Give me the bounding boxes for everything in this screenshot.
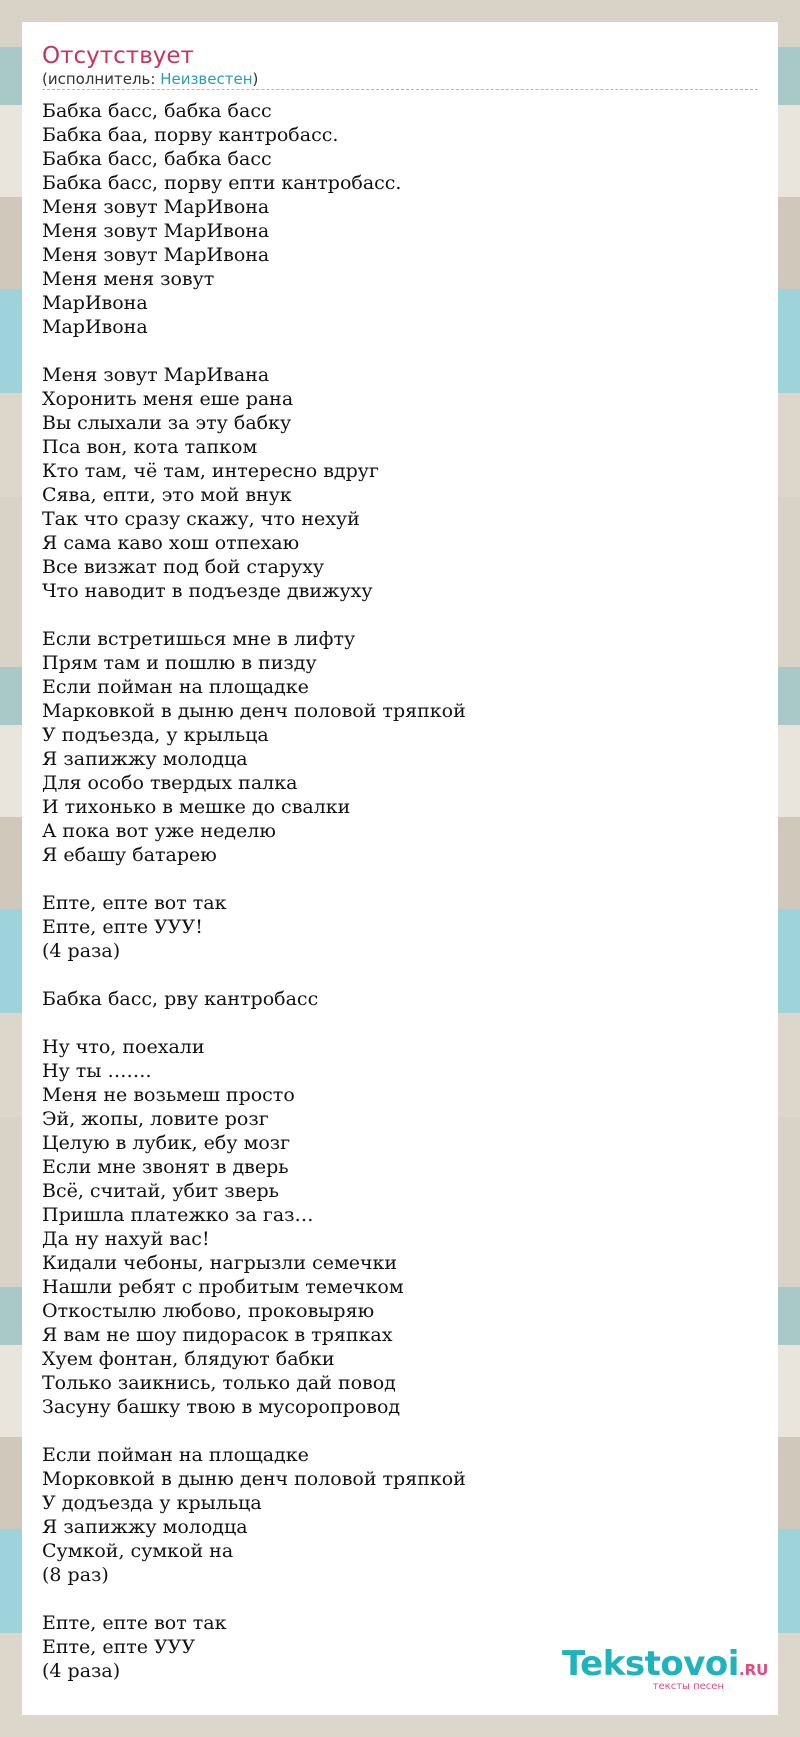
lyrics-line: (4 раза) — [42, 1660, 121, 1682]
lyrics-line: Морковкой в дыню денч половой тряпкой — [42, 1468, 466, 1490]
lyrics-line: Всё, считай, убит зверь — [42, 1180, 280, 1202]
site-logo[interactable] — [562, 1644, 769, 1693]
lyrics-line: Бабка басс, рву кантробасс — [42, 988, 319, 1010]
lyrics-line: Все визжат под бой старуху — [42, 556, 325, 578]
lyrics-line: И тихонько в мешке до свалки — [42, 796, 351, 818]
lyrics-line: Я запижжу молодца — [42, 1516, 248, 1538]
lyrics-line: Меня зовут МарИвана — [42, 364, 270, 386]
lyrics-line: А пока вот уже неделю — [42, 820, 276, 842]
lyrics-line: Ну ты ……. — [42, 1060, 152, 1082]
lyrics-line: Я сама каво хош отпехаю — [42, 532, 300, 554]
lyrics-line: У подъезда, у крыльца — [42, 724, 269, 746]
lyrics-line: Целую в лубик, ебу мозг — [42, 1132, 291, 1154]
lyrics-line: Ну что, поехали — [42, 1036, 205, 1058]
lyrics-line: Марковкой в дыню денч половой тряпкой — [42, 700, 466, 722]
lyrics-line: Бабка басс, бабка басс — [42, 100, 272, 122]
lyrics-line: Епте, епте УУУ — [42, 1636, 196, 1658]
lyrics-line: Я вам не шоу пидорасок в тряпках — [42, 1324, 393, 1346]
lyrics-line: Епте, епте вот так — [42, 1612, 227, 1634]
lyrics-line: Сява, епти, это мой внук — [42, 484, 292, 506]
lyrics-line: Если пойман на площадке — [42, 676, 309, 698]
lyrics-line: Засуну башку твою в мусоропровод — [42, 1396, 401, 1418]
lyrics-line: У додъезда у крыльца — [42, 1492, 262, 1514]
lyrics-line: Меня зовут МарИвона — [42, 244, 270, 266]
lyrics-line: Хоронить меня еше рана — [42, 388, 294, 410]
lyrics-line: Пришла платежко за газ… — [42, 1204, 314, 1226]
lyrics-line: Для особо твердых палка — [42, 772, 298, 794]
lyrics-stanza — [42, 627, 758, 867]
lyrics-line: Кто там, чё там, интересно вдруг — [42, 460, 379, 482]
lyrics-line: Пса вон, кота тапком — [42, 436, 258, 458]
lyrics-line: МарИвона — [42, 316, 148, 338]
lyrics-line: Откостылю любово, проковыряю — [42, 1300, 375, 1322]
lyrics-line: Бабка баа, порву кантробасс. — [42, 124, 339, 146]
lyrics-line: Что наводит в подъезде движуху — [42, 580, 373, 602]
artist-line — [42, 70, 758, 88]
lyrics-line: Бабка басс, бабка басс — [42, 148, 272, 170]
lyrics-line: Меня не возьмеш просто — [42, 1084, 295, 1106]
lyrics-stanza — [42, 987, 758, 1011]
lyrics-line: (4 раза) — [42, 940, 121, 962]
logo-wordmark: Tekstovoi — [562, 1644, 739, 1684]
lyrics-line: Кидали чебоны, нагрызли семечки — [42, 1252, 398, 1274]
artist-link[interactable]: Неизвестен — [160, 70, 253, 88]
lyrics-line: Сумкой, сумкой на — [42, 1540, 234, 1562]
lyrics-line: Епте, епте УУУ! — [42, 916, 203, 938]
lyrics-stanza — [42, 1035, 758, 1419]
lyrics-stanza — [42, 99, 758, 339]
artist-suffix: ) — [252, 70, 259, 88]
lyrics-stanza — [42, 1443, 758, 1587]
lyrics-line: МарИвона — [42, 292, 148, 314]
lyrics-line: Я запижжу молодца — [42, 748, 248, 770]
lyrics-line: Епте, епте вот так — [42, 892, 227, 914]
artist-prefix: (исполнитель: — [42, 70, 161, 88]
lyrics-card — [22, 22, 778, 1715]
lyrics-line: Если пойман на площадке — [42, 1444, 309, 1466]
lyrics-line: Меня зовут МарИвона — [42, 220, 270, 242]
lyrics-line: Только заикнись, только дай повод — [42, 1372, 396, 1394]
lyrics-line: Хуем фонтан, блядуют бабки — [42, 1348, 335, 1370]
lyrics-stanza — [42, 363, 758, 603]
lyrics-line: Вы слыхали за эту бабку — [42, 412, 292, 434]
lyrics-line: Так что сразу скажу, что нехуй — [42, 508, 360, 530]
logo-tagline: тексты песен — [652, 1681, 724, 1692]
lyrics-line: Если встретишься мне в лифту — [42, 628, 356, 650]
lyrics-text — [42, 99, 758, 1683]
lyrics-stanza — [42, 891, 758, 963]
lyrics-line: Эй, жопы, ловите розг — [42, 1108, 269, 1130]
lyrics-line: Если мне звонят в дверь — [42, 1156, 289, 1178]
lyrics-line: Я ебашу батарею — [42, 844, 217, 866]
lyrics-line: (8 раз) — [42, 1564, 109, 1586]
lyrics-line: Меня зовут МарИвона — [42, 196, 270, 218]
lyrics-line: Бабка басс, порву епти кантробасс. — [42, 172, 402, 194]
lyrics-line: Прям там и пошлю в пизду — [42, 652, 317, 674]
lyrics-line: Меня меня зовут — [42, 268, 215, 290]
lyrics-line: Нашли ребят с пробитым темечком — [42, 1276, 404, 1298]
logo-domain: .RU — [738, 1661, 769, 1679]
song-header — [42, 42, 758, 90]
song-title: Отсутствует — [42, 43, 194, 69]
lyrics-line: Да ну нахуй вас! — [42, 1228, 210, 1250]
